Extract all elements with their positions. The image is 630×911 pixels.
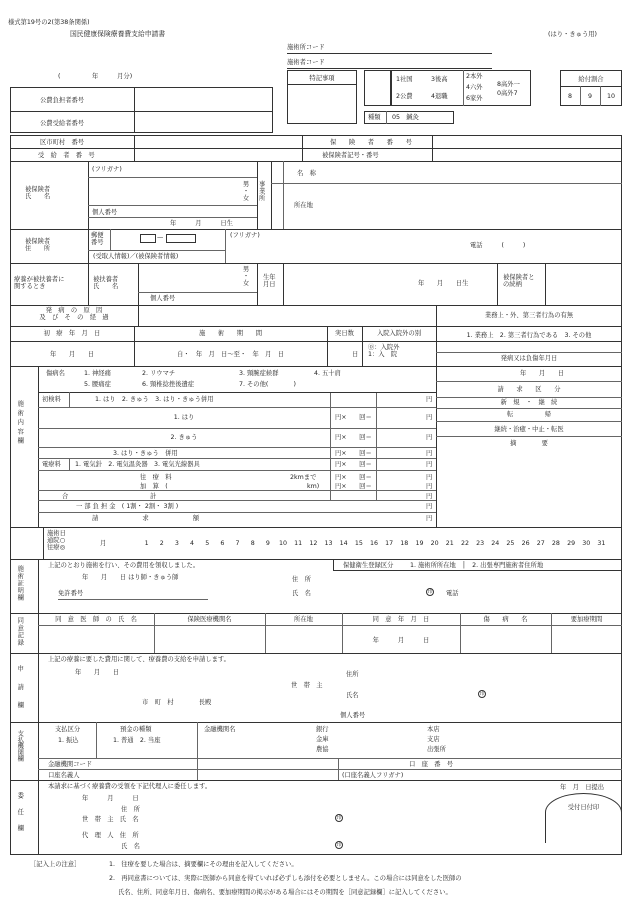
first-visit-label: 初 療 年 月 日: [43, 330, 101, 337]
times-combined: 円× 回＝: [335, 450, 372, 457]
bank-name-label: 金融機関名: [204, 726, 236, 733]
cat-taishoku: 4退職: [431, 93, 448, 100]
dependent-name-label: 被扶養者 氏 名: [93, 276, 119, 291]
consent-location-label: 所在地: [294, 616, 313, 623]
branch-honten[interactable]: 本店: [427, 726, 440, 733]
recipient-no-label: 受 給 者 番 号: [38, 152, 95, 159]
first-visit-date: 年 月 日: [49, 351, 95, 358]
treatment-day-13[interactable]: 13: [324, 540, 333, 547]
disease-3[interactable]: 3. 頸腕症候群: [239, 370, 279, 377]
consent-institution-label: 保険医療機関名: [187, 616, 232, 623]
treat-period-label: 施 術 期 間: [199, 330, 262, 337]
kind-value: 05 鍼灸: [392, 114, 419, 121]
treatment-hari: 1. はり: [173, 414, 195, 421]
receipt-stamp-label: 受付日付印: [567, 804, 600, 811]
cat-kougai-1: 8高外一: [497, 81, 520, 88]
dependent-section-label: 療養が被扶養者に 関するとき: [14, 276, 65, 291]
treatment-day-6[interactable]: 6: [220, 540, 225, 547]
claim-label: 請 求 額: [92, 515, 200, 522]
application-text: 上記の療養に要した費用に関して、療養費の支給を申請します。: [48, 656, 230, 663]
practitioner-code-label: 施術者コード: [287, 59, 325, 66]
insurer-no-input[interactable]: [432, 135, 622, 148]
days-number-row: [139, 540, 609, 550]
receiver-info-label: (受取人情報)／(被保険者情報): [93, 253, 179, 260]
treatment-day-23[interactable]: 23: [476, 540, 485, 547]
agent-seal: 印: [336, 842, 342, 848]
proof-addr-label: 住 所: [292, 576, 311, 583]
bank-name-input[interactable]: [197, 734, 307, 756]
treatment-day-20[interactable]: 20: [430, 540, 439, 547]
cause-label: 発 病 の 原 因 及 び そ の 経 過: [39, 307, 109, 322]
onset-date: 年 月 日: [520, 370, 565, 377]
treatment-day-25[interactable]: 25: [506, 540, 515, 547]
note-1: 1. 往療を要した場合は、摘要欄にその理由を記入してください。: [109, 861, 298, 868]
cat-rokugai: 4六外: [466, 84, 483, 91]
proof-text: 上記のとおり施術を行い、その費用を領収しました。: [48, 562, 200, 569]
public-burden-no-label: 公費負担者番号: [40, 97, 85, 104]
new-continue-option[interactable]: 新 規 ・ 継 続: [500, 399, 558, 406]
consent-date-label: 同 意 年 月 日: [372, 616, 430, 623]
proof-seal: 印: [427, 589, 433, 595]
treat-period-value: 自・ 年 月 日〜至・ 年 月 日: [176, 351, 285, 358]
disease-6[interactable]: 6. 頸椎捻挫後遺症: [142, 381, 195, 388]
dependent-personal-no-label: 個人番号: [150, 295, 176, 302]
yen-addition: 円: [426, 483, 433, 490]
head-of-household-label: 世 帯 主: [291, 682, 323, 689]
insured-name-label: 被保険者 氏 名: [25, 186, 51, 201]
treatment-day-9[interactable]: 9: [265, 540, 270, 547]
treatment-day-31[interactable]: 31: [597, 540, 606, 547]
treatment-day-15[interactable]: 15: [354, 540, 363, 547]
application-side-label: 申請欄: [16, 665, 24, 720]
first-fee-options[interactable]: 1. はり 2. きゅう 3. はり・きゅう併用: [95, 396, 214, 403]
travel-unit: 2kmまで: [290, 474, 317, 481]
insurer-no-label: 保 険 者 番 号: [330, 139, 412, 146]
public-burden-no-input[interactable]: [134, 87, 273, 111]
km-label: km): [307, 483, 320, 490]
yen-claim: 円: [426, 515, 433, 522]
cat-kouhi: 2公費: [396, 93, 413, 100]
bank-type-kinko[interactable]: 金庫: [316, 736, 329, 743]
proof-phone-label: 電話: [446, 590, 459, 597]
branch-shucchojo[interactable]: 出張所: [427, 746, 446, 753]
treatment-day-1[interactable]: 1: [144, 540, 149, 547]
outcome-label: 転 帰: [506, 411, 552, 418]
delegation-date: 年 月 日: [82, 795, 139, 802]
application-addr-label: 住所: [346, 671, 359, 678]
insured-sex[interactable]: 男 ・ 女: [242, 181, 250, 203]
times-hari: 円× 回＝: [335, 414, 372, 421]
inout-options[interactable]: ⓪：入院外 1：入 院: [368, 344, 400, 359]
license-label: 免許番号: [58, 590, 84, 597]
bank-type-ginko[interactable]: 銀行: [316, 726, 329, 733]
treatment-day-4[interactable]: 4: [190, 540, 195, 547]
payment-transfer-option[interactable]: 1. 振込: [58, 737, 79, 744]
bank-code-label: 金融機関コード: [48, 761, 93, 768]
consent-period-label: 要加療期間: [570, 616, 603, 623]
treatment-day-27[interactable]: 27: [536, 540, 545, 547]
treatment-kyu: 2. きゅう: [170, 434, 198, 441]
municipality-no-label: 区市町村 番号: [40, 139, 85, 146]
treatment-day-8[interactable]: 8: [250, 540, 255, 547]
insured-furigana-label: (フリガナ): [92, 166, 122, 173]
treatment-day-17[interactable]: 17: [385, 540, 394, 547]
application-personal-no-label: 個人番号: [340, 712, 366, 719]
receipt-stamp-box[interactable]: [545, 793, 622, 843]
benefit-ratio-label: 給付割合: [578, 76, 604, 83]
proof-side-label: 施術証明欄: [16, 565, 24, 602]
insured-phone-label: 電話 ( ): [470, 242, 526, 249]
treatment-day-10[interactable]: 10: [279, 540, 288, 547]
submission-date: 年 月 日提出: [560, 784, 605, 791]
claim-period: ( 年 月分): [58, 73, 133, 80]
treatment-day-30[interactable]: 30: [582, 540, 591, 547]
times-electro: 円× 回＝: [335, 461, 372, 468]
work-options[interactable]: 1. 業務上 2. 第三者行為である 3. その他: [466, 332, 592, 339]
consent-date-value: 年 月 日: [372, 637, 430, 644]
recipient-no-input[interactable]: [134, 148, 302, 161]
outcome-options[interactable]: 継続・治癒・中止・転医: [494, 426, 564, 433]
account-no-label: 口 座 番 号: [409, 761, 454, 768]
disease-2[interactable]: 2. リウマチ: [142, 370, 176, 377]
cat-shakoku: 1社国: [396, 76, 413, 83]
addr-furigana-label: (フリガナ): [230, 232, 260, 239]
agent-addr-label: 代 理 人 住 所: [82, 832, 139, 839]
yen-first: 円: [426, 396, 433, 403]
days-label: 実日数: [335, 330, 354, 337]
electro-label: 電療料: [42, 461, 61, 468]
insured-addr-input[interactable]: [225, 240, 622, 263]
yen-kyu: 円: [426, 434, 433, 441]
branch-shiten[interactable]: 支店: [427, 736, 440, 743]
business-label: 事 業 所: [259, 181, 266, 203]
postal-input-1[interactable]: [140, 234, 156, 243]
agent-name-label: 氏 名: [121, 843, 140, 850]
treatment-day-16[interactable]: 16: [369, 540, 378, 547]
cat-koukou: 3後高: [431, 76, 448, 83]
days-month-label: 月: [100, 540, 107, 547]
public-recipient-no-label: 公費受給者番号: [40, 120, 85, 127]
treatment-day-26[interactable]: 26: [521, 540, 530, 547]
kind-label: 種類: [368, 114, 381, 121]
treatment-day-21[interactable]: 21: [445, 540, 454, 547]
dependent-sex[interactable]: 男 ・ 女: [242, 266, 250, 288]
postal-input-2[interactable]: [166, 234, 196, 243]
disease-4[interactable]: 4. 五十肩: [314, 370, 341, 377]
insured-birth: 年 月 日生: [170, 220, 233, 227]
yen-copay: 円: [426, 503, 433, 510]
application-name-label: 氏名: [346, 692, 359, 699]
days-unit: 日: [352, 351, 359, 358]
application-date: 年 月 日: [75, 669, 120, 676]
inout-label: 入院入院外の別: [376, 330, 422, 337]
treatment-day-19[interactable]: 19: [415, 540, 424, 547]
insured-addr-label: 被保険者 住 所: [25, 238, 51, 253]
treatment-side-label: 施術内容欄: [16, 400, 24, 447]
insured-personal-no-input[interactable]: [135, 205, 257, 217]
yen-combined: 円: [426, 450, 433, 457]
payment-side-label: 支払機関欄: [16, 730, 24, 762]
cat-hongai: 2本外: [466, 73, 483, 80]
times-addition: 円× 回＝: [335, 483, 372, 490]
insured-symbol-label: 被保険者記号・番号: [322, 152, 379, 159]
consent-doctor-input[interactable]: [38, 625, 154, 653]
yen-travel: 円: [426, 474, 433, 481]
delegation-head-seal: 印: [336, 815, 342, 821]
dependent-birth-label: 生年 月日: [263, 274, 276, 289]
registration-options[interactable]: 1. 施術所所在地 │ 2. 出張専門施術者住所地: [410, 562, 544, 569]
proof-name-label: 氏 名: [292, 590, 311, 597]
treatment-day-18[interactable]: 18: [400, 540, 409, 547]
times-kyu: 円× 回＝: [335, 434, 372, 441]
account-no-input[interactable]: [470, 758, 622, 769]
delegation-head-addr-label: 住 所: [121, 806, 140, 813]
onset-label: 発病又は負傷年月日: [500, 355, 558, 362]
application-personal-no-input[interactable]: [372, 710, 492, 721]
public-recipient-no-input[interactable]: [134, 111, 273, 133]
insured-personal-no-label: 個人番号: [92, 209, 118, 216]
disease-5[interactable]: 5. 腰痛症: [84, 381, 111, 388]
cat-kougai-7: 0高外7: [497, 90, 518, 97]
treatment-day-2[interactable]: 2: [159, 540, 164, 547]
copay-label: 一 部 負 担 金 ( 1割・ 2割・ 3割 ): [76, 503, 179, 510]
total-label: 合 計: [62, 493, 157, 500]
yen-electro: 円: [426, 461, 433, 468]
clinic-code-label: 施術所コード: [287, 44, 325, 51]
treatment-days-label: 施術日 通院○ 往療◎: [47, 530, 66, 552]
disease-label: 傷病名: [46, 370, 65, 377]
delegation-head-name-label: 世 帯 主 氏 名: [82, 816, 139, 823]
form-subtitle: (はり・きゅう用): [548, 31, 597, 38]
note-2: 2. 再同意書については、実際に医師から同意を得ていれば必ずしも添付を必要としません。この場合には同意をした医師の: [109, 875, 462, 882]
yen-hari: 円: [426, 414, 433, 421]
summary-input[interactable]: [436, 450, 622, 527]
treatment-day-22[interactable]: 22: [460, 540, 469, 547]
notes-heading: ［記入上の注意］: [30, 861, 81, 868]
dependent-birth: 年 月 日生: [418, 280, 469, 287]
delegation-text: 本請求に基づく療養費の受領を下記代理人に委任します。: [48, 783, 212, 790]
delegation-side-label: 委任欄: [16, 792, 24, 841]
addition-label: 加 算 (: [140, 483, 168, 490]
registration-label: 保健衛生登録区分: [343, 562, 394, 569]
bank-code-input[interactable]: [197, 758, 338, 769]
treatment-day-29[interactable]: 29: [567, 540, 576, 547]
account-holder-kana-label: (口座名義人フリガナ): [342, 772, 404, 779]
times-travel: 円× 回＝: [335, 474, 372, 481]
cause-input[interactable]: [138, 305, 436, 326]
disease-7[interactable]: 7. その他( ): [239, 381, 297, 388]
relation-label: 被保険者と の続柄: [503, 274, 535, 289]
deposit-kind-label: 預金の種類: [120, 726, 152, 733]
treatment-day-11[interactable]: 11: [294, 540, 303, 547]
yen-total: 円: [426, 493, 433, 500]
city-mayor-label: 市 町 村 長殿: [142, 699, 212, 706]
category-checkbox[interactable]: [364, 70, 391, 106]
disease-1[interactable]: 1. 神経痛: [84, 370, 111, 377]
ratio-8[interactable]: 8: [567, 93, 572, 100]
consent-disease-label: 傷 病 名: [483, 616, 528, 623]
treatment-day-24[interactable]: 24: [491, 540, 500, 547]
treatment-day-3[interactable]: 3: [174, 540, 179, 547]
treatment-day-7[interactable]: 7: [235, 540, 240, 547]
work-head-label: 業務上・外、第三者行為の有無: [484, 312, 574, 319]
note-2-cont: 氏名、住所、同意年月日、傷病名、要加療期間の掲示がある場合にはその期間を［同意記録欄］に記入してください。: [118, 889, 452, 896]
treatment-day-14[interactable]: 14: [339, 540, 348, 547]
postal-dash: —: [157, 234, 164, 241]
bank-type-nokyo[interactable]: 農協: [316, 746, 329, 753]
proof-date: 年 月 日 はり師・きゅう師: [82, 574, 179, 581]
postal-label: 郵便 番号: [91, 232, 104, 247]
ratio-9[interactable]: 9: [587, 93, 592, 100]
business-addr-label: 所在地: [294, 202, 313, 209]
treatment-day-5[interactable]: 5: [205, 540, 210, 547]
form-title: 国民健康保険療養費支給申請書: [70, 30, 166, 38]
deposit-kind-options[interactable]: 1. 普通 2. 当座: [113, 737, 161, 744]
travel-fee-label: 往 療 料: [140, 474, 172, 481]
ratio-10[interactable]: 10: [606, 93, 615, 100]
consent-doctor-label: 同 意 医 師 の 氏 名: [55, 616, 137, 623]
special-note-label: 特記事項: [309, 75, 335, 82]
insured-name-input[interactable]: [88, 177, 236, 205]
summary-label: 摘 要: [510, 440, 548, 447]
dependent-name-input[interactable]: [138, 263, 236, 292]
municipality-no-input[interactable]: [134, 135, 302, 148]
first-fee-label: 初検料: [42, 396, 61, 403]
treatment-combined: 3. はり・きゅう 併用: [113, 450, 178, 457]
payment-kubun-label: 支払区分: [55, 726, 81, 733]
claim-kubun-label: 請 求 区 分: [497, 386, 561, 393]
application-seal: 印: [479, 691, 485, 697]
account-holder-label: 口座名義人: [48, 772, 80, 779]
cat-kagai: 6家外: [466, 95, 483, 102]
treatment-day-28[interactable]: 28: [551, 540, 560, 547]
insured-symbol-input[interactable]: [432, 148, 622, 161]
form-number: 様式第19号の2(第38条関係): [8, 19, 90, 26]
relation-input[interactable]: [545, 263, 622, 305]
treatment-day-12[interactable]: 12: [309, 540, 318, 547]
electro-options[interactable]: 1. 電気針 2. 電気温灸器 3. 電気光線器具: [75, 461, 200, 468]
consent-side-label: 同意記録: [16, 617, 24, 647]
business-name-label: 名 称: [297, 170, 316, 177]
